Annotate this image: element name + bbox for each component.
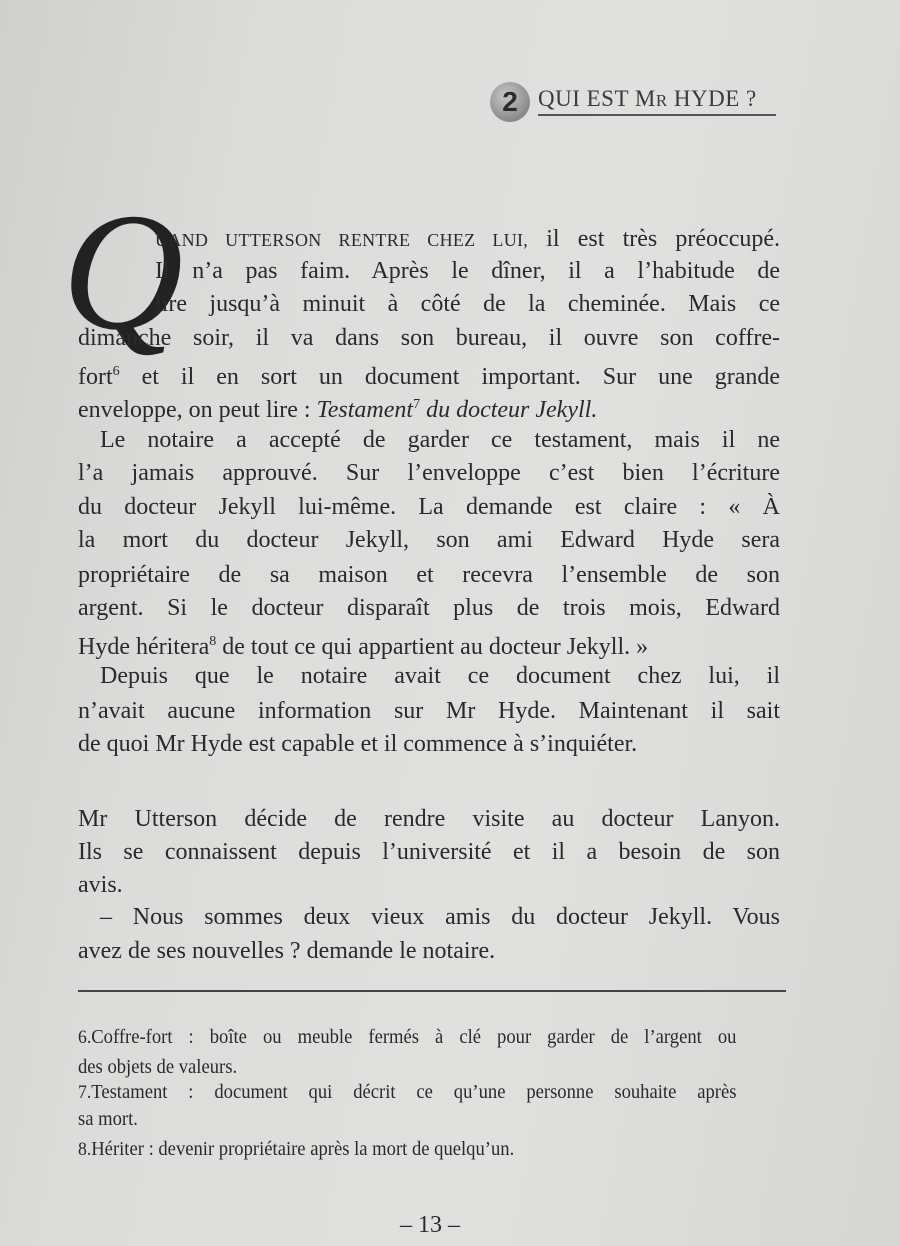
- text-segment: Ils se connaissent depuis l’université et il a besoin de son: [78, 839, 780, 865]
- text-segment: Mr Utterson décide de rendre visite au docteur Lanyon.: [78, 806, 780, 832]
- text-line: [78, 696, 780, 726]
- text-line: [100, 661, 780, 691]
- drop-cap: Q: [62, 179, 184, 365]
- text-line: [78, 492, 780, 522]
- text-segment: dimanche soir, il va dans son bureau, il ouvre son coffre-: [78, 325, 780, 351]
- text-segment: de quoi Mr Hyde est capable et il commence à s’inquiéter.: [78, 731, 638, 757]
- text-segment: et il en sort un document important. Sur une grande: [119, 364, 780, 390]
- text-segment: UAND UTTERSON RENTRE CHEZ LUI,: [155, 230, 529, 250]
- text-segment: n’avait aucune information sur Mr Hyde. Maintenant il sait: [78, 698, 780, 724]
- text-segment: Hyde héritera: [78, 634, 210, 660]
- footnote-text: Hériter : devenir propriétaire après la mort de quelqu’un.: [91, 1138, 515, 1160]
- footnote-divider: [78, 990, 786, 992]
- text-segment: Testament: [316, 397, 414, 423]
- footnote-line: [78, 1137, 736, 1162]
- text-line: [78, 525, 780, 555]
- footnote-line: [78, 1025, 736, 1050]
- text-segment: fort: [78, 364, 113, 390]
- text-line: [78, 390, 780, 423]
- text-segment: Le notaire a accepté de garder ce testament, mais il ne: [100, 427, 780, 453]
- footnote-line: [78, 1107, 736, 1131]
- text-line: [78, 804, 780, 834]
- text-line: [100, 902, 780, 932]
- text-line: [78, 936, 780, 966]
- text-line: [78, 729, 780, 759]
- text-line: [78, 870, 780, 900]
- text-segment: propriétaire de sa maison et recevra l’ensemble de son: [78, 562, 780, 588]
- footnote-line: [78, 1080, 736, 1105]
- chapter-title: [538, 86, 776, 116]
- title-part: HYDE ?: [667, 86, 757, 111]
- text-segment: du docteur Jekyll.: [420, 397, 598, 423]
- text-line: [78, 837, 780, 867]
- text-line: [100, 425, 780, 455]
- footnote-text: des objets de valeurs.: [78, 1056, 238, 1078]
- text-line: [78, 593, 780, 623]
- text-line: [78, 458, 780, 488]
- footnote-ref: 8: [209, 634, 217, 649]
- title-part: QUI EST M: [538, 86, 656, 111]
- footnote-text: Coffre-fort : boîte ou meuble fermés à clé pour garder de l’argent ou: [91, 1026, 737, 1048]
- text-segment: lire jusqu’à minuit à côté de la cheminée. Mais ce: [155, 291, 780, 317]
- text-segment: enveloppe, on peut lire :: [78, 397, 317, 423]
- text-segment: du docteur Jekyll lui-même. La demande est claire : « À: [78, 494, 780, 520]
- text-line: [78, 357, 780, 390]
- title-part: R: [655, 91, 668, 110]
- text-segment: Il n’a pas faim. Après le dîner, il a l’habitude de: [155, 258, 780, 284]
- footnote-line: [78, 1055, 736, 1079]
- text-segment: avis.: [78, 872, 123, 898]
- chapter-number-badge: 2: [490, 82, 530, 122]
- footnote-number: 8.: [78, 1139, 92, 1160]
- text-segment: avez de ses nouvelles ? demande le notaire.: [78, 938, 496, 964]
- text-line: [78, 627, 780, 660]
- text-line: [155, 224, 780, 254]
- footnote-text: sa mort.: [78, 1108, 138, 1130]
- text-segment: – Nous sommes deux vieux amis du docteur Jekyll. Vous: [100, 904, 780, 930]
- text-line: [155, 256, 780, 286]
- text-segment: Depuis que le notaire avait ce document chez lui, il: [100, 663, 780, 689]
- text-segment: argent. Si le docteur disparaît plus de trois mois, Edward: [78, 595, 780, 621]
- footnote-ref: 7: [413, 397, 421, 412]
- text-segment: il est très préoccupé.: [528, 226, 780, 252]
- footnote-text: Testament : document qui décrit ce qu’une personne souhaite après: [91, 1081, 737, 1103]
- page-number: – 13 –: [400, 1212, 460, 1238]
- text-segment: de tout ce qui appartient au docteur Jekyll. »: [216, 634, 649, 660]
- text-segment: la mort du docteur Jekyll, son ami Edward Hyde sera: [78, 527, 780, 553]
- text-line: [78, 323, 780, 353]
- footnote-number: 7.: [78, 1082, 92, 1103]
- text-line: [155, 289, 780, 319]
- footnote-number: 6.: [78, 1027, 92, 1048]
- text-segment: l’a jamais approuvé. Sur l’enveloppe c’est bien l’écriture: [78, 460, 780, 486]
- text-line: [78, 560, 780, 590]
- footnote-ref: 6: [112, 364, 120, 379]
